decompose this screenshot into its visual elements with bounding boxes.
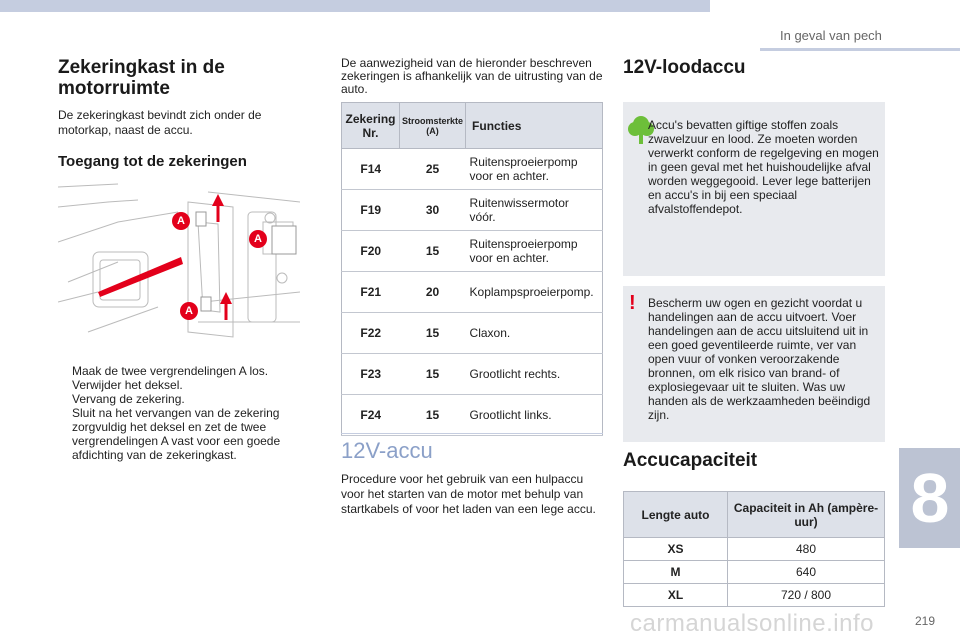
warning-text: Bescherm uw ogen en gezicht voordat u handelingen aan de accu uitvoert. Voer handelingen aan de accu uitsluitend uit in een goed geventileerde ruimte, ver van open vuur of vonken veroorzakende bronnen, om elk risico van brand- of explosiegevaar uit te sluiten. Was uw handen als de werkzaamheden beëindigd zijn.: [648, 296, 871, 422]
fusebox-illustration: [58, 182, 300, 352]
col-header-length: Lengte auto: [624, 492, 728, 538]
table-row: F21 20 Koplampsproeierpomp.: [342, 272, 603, 313]
col-header-nr: Zekering Nr.: [342, 103, 400, 149]
table-row: F24 15 Grootlicht links.: [342, 395, 603, 436]
table-row: F14 25 Ruitensproeierpomp voor en achter.: [342, 149, 603, 190]
list-item: Verwijder het deksel.: [72, 378, 183, 392]
label-a-3: A: [180, 302, 198, 320]
accu-heading: 12V-accu: [341, 438, 433, 463]
list-item: Maak de twee vergrendelingen A los.: [72, 364, 269, 378]
intro-text: De zekeringkast bevindt zich onder de motorkap, naast de accu.: [58, 108, 262, 137]
table-row: XL 720 / 800: [624, 584, 885, 607]
lead-battery-heading: 12V-loodaccu: [623, 57, 746, 78]
col-header-amp: Stroomsterkte (A): [400, 103, 466, 149]
access-heading: Toegang tot de zekeringen: [58, 153, 247, 170]
watermark: carmanualsonline.info: [630, 610, 874, 637]
col-header-capacity: Capaciteit in Ah (ampère-uur): [728, 492, 885, 538]
page-title: Zekeringkast in de motorruimte: [58, 57, 225, 99]
page-number: 219: [915, 614, 936, 628]
accu-text: Procedure voor het gebruik van een hulpaccu voor het starten van de motor met behulp van startkabels of voor het laden van een lege accu.: [341, 472, 596, 516]
section-divider: [341, 433, 603, 434]
step-list: [58, 364, 303, 462]
capacity-table: [623, 491, 885, 607]
table-row: M 640: [624, 561, 885, 584]
safety-warning: [623, 286, 885, 442]
capacity-heading: Accucapaciteit: [623, 450, 758, 471]
header-rule: [760, 48, 960, 51]
label-a-1: A: [172, 212, 190, 230]
fuse-table: [341, 102, 603, 436]
environment-text: Accu's bevatten giftige stoffen zoals zwavelzuur en lood. Ze moeten worden verwerkt conform de regelgeving en mogen in geen geval met het huishoudelijke afval worden weggegooid. Lever lege batterijen en accu's in bij een speciaal afvalstoffendepot.: [648, 118, 879, 216]
fuse-table-intro: De aanwezigheid van de hieronder beschreven zekeringen is afhankelijk van de uitrusting van de auto.: [341, 56, 603, 96]
label-a-2: A: [249, 230, 267, 248]
table-row: XS 480: [624, 538, 885, 561]
environment-notice: [623, 102, 885, 276]
table-row: F23 15 Grootlicht rechts.: [342, 354, 603, 395]
col-header-functions: Functies: [466, 103, 603, 149]
list-item: Vervang de zekering.: [72, 392, 185, 406]
chapter-tab: 8: [899, 448, 960, 548]
table-row: F20 15 Ruitensproeierpomp voor en achter.: [342, 231, 603, 272]
table-row: F22 15 Claxon.: [342, 313, 603, 354]
top-decor-bar: [0, 0, 710, 12]
table-row: F19 30 Ruitenwissermotor vóór.: [342, 190, 603, 231]
list-item: Sluit na het vervangen van de zekering zorgvuldig het deksel en zet de twee vergrendelingen A vast voor een goede afdichting van de zekeringkast.: [72, 406, 281, 462]
warning-icon: !: [629, 292, 636, 314]
section-title: In geval van pech: [780, 28, 882, 43]
